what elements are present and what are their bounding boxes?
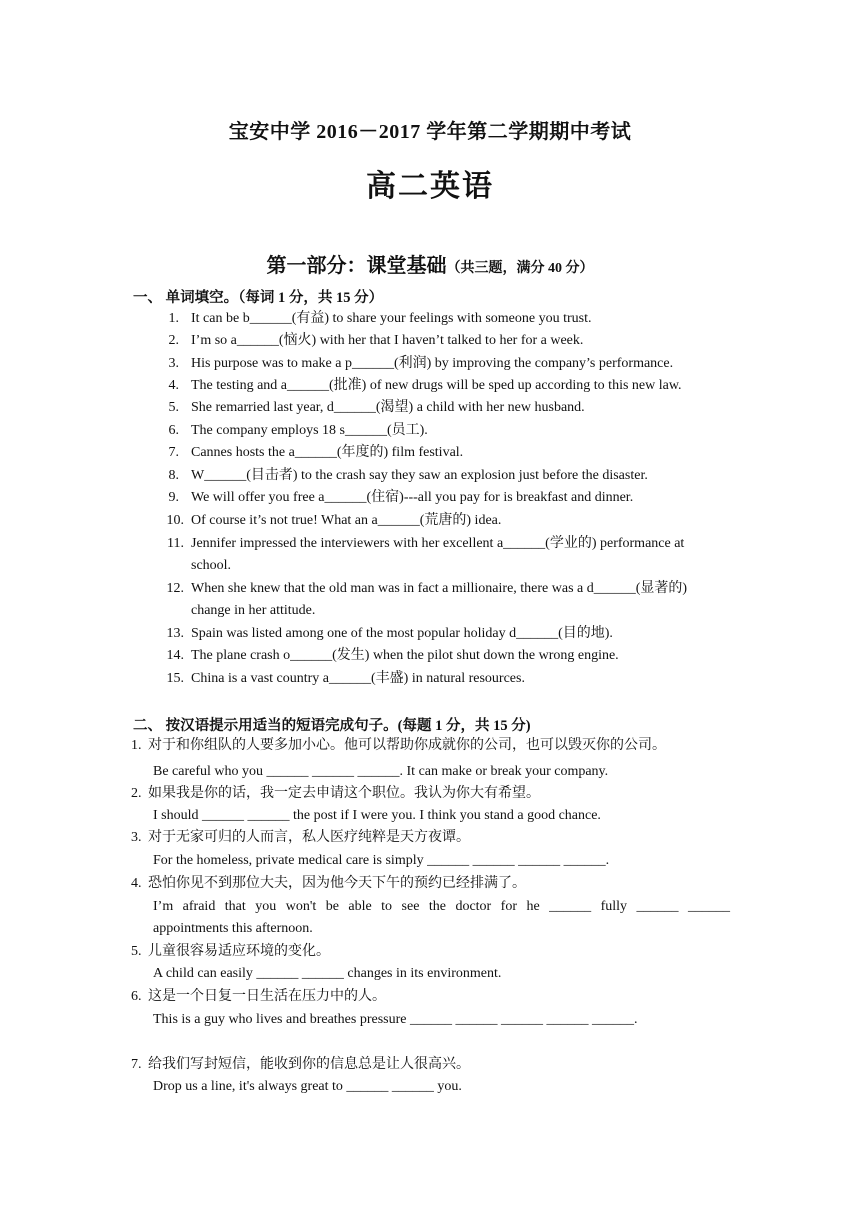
fill-blank-question: Cannes hosts the a______(年度的) film festival. [191, 445, 464, 460]
item-number: 1. [131, 738, 142, 753]
item-number: 10. [166, 513, 184, 528]
fill-blank-question: When she knew that the old man was in fact a millionaire, there was a d______(显著的) [191, 581, 688, 596]
item-number: 8. [168, 468, 179, 483]
fill-blank-question: I’m so a______(恼火) with her that I haven’t talked to her for a week. [191, 333, 584, 348]
chinese-prompt: 这是一个日复一日生活在压力中的人。 [148, 989, 386, 1004]
item-number: 3. [168, 356, 179, 371]
item-number: 9. [168, 490, 179, 505]
chinese-prompt: 儿童很容易适应环境的变化。 [148, 944, 330, 959]
section1-note: （每词 1 分，共 15 分） [238, 290, 384, 306]
item-number: 6. [168, 423, 179, 438]
item-number: 4. [168, 378, 179, 393]
translation-sentence-cont: appointments this afternoon. [153, 921, 313, 936]
fill-blank-question: She remarried last year, d______(渴望) a child with her new husband. [191, 400, 585, 415]
item-number: 5. [168, 400, 179, 415]
fill-blank-question: We will offer you free a______(住宿)---all you pay for is breakfast and dinner. [191, 490, 634, 505]
item-number: 6. [131, 989, 142, 1004]
item-number: 7. [131, 1057, 142, 1072]
fill-blank-question: W______(目击者) to the crash say they saw an explosion just before the disaster. [191, 468, 648, 483]
item-number: 2. [168, 333, 179, 348]
item-number: 5. [131, 944, 142, 959]
fill-blank-question: It can be b______(有益) to share your feelings with someone you trust. [191, 311, 592, 326]
fill-blank-question: Jennifer impressed the interviewers with her excellent a______(学业的) performance at [191, 536, 685, 551]
translation-sentence: I should ______ ______ the post if I were you. I think you stand a good chance. [153, 808, 601, 823]
item-number: 1. [168, 311, 179, 326]
subject-title: 高二英语 [366, 170, 494, 203]
fill-blank-question: Of course it’s not true! What an a______(荒唐的) idea. [191, 513, 502, 528]
item-number: 4. [131, 876, 142, 891]
fill-blank-question: The plane crash o______(发生) when the pilot shut down the wrong engine. [191, 648, 619, 663]
fill-blank-question: The company employs 18 s______(员工). [191, 423, 428, 438]
fill-blank-question-cont: change in her attitude. [191, 603, 316, 618]
section2-heading-text: 二、 按汉语提示用适当的短语完成句子。 [133, 718, 398, 734]
fill-blank-question: China is a vast country a______(丰盛) in natural resources. [191, 671, 525, 686]
fill-blank-question-cont: school. [191, 558, 232, 573]
section1-heading [133, 286, 383, 307]
part1-title-text: 第一部分：课堂基础 [266, 255, 447, 277]
part1-subtitle: （共三题，满分 40 分） [446, 261, 594, 276]
translation-sentence: Drop us a line, it's always great to ______ ______ you. [153, 1079, 462, 1094]
fill-blank-question: His purpose was to make a p______(利润) by improving the company’s performance. [191, 356, 674, 371]
chinese-prompt: 如果我是你的话，我一定去申请这个职位。我认为你大有希望。 [148, 786, 540, 801]
translation-sentence: For the homeless, private medical care is simply ______ ______ ______ ______. [153, 853, 610, 868]
fill-blank-question: The testing and a______(批准) of new drugs will be sped up according to this new law. [191, 378, 682, 393]
chinese-prompt: 给我们写封短信，能收到你的信息总是让人很高兴。 [148, 1057, 470, 1072]
fill-blank-question: Spain was listed among one of the most popular holiday d______(目的地). [191, 626, 613, 641]
chinese-prompt: 对于无家可归的人而言，私人医疗纯粹是天方夜谭。 [148, 830, 470, 845]
exam-title: 宝安中学 2016－2017 学年第二学期期中考试 [228, 121, 632, 143]
translation-sentence: I’m afraid that you won't be able to see the doctor for he ______ fully ______ ______ [153, 899, 730, 914]
item-number: 12. [166, 581, 184, 596]
translation-sentence: This is a guy who lives and breathes pressure ______ ______ ______ ______ ______. [153, 1012, 638, 1027]
section2-note: (每题 1 分，共 15 分) [397, 718, 531, 734]
item-number: 15. [166, 671, 184, 686]
item-number: 13. [166, 626, 184, 641]
chinese-prompt: 恐怕你见不到那位大夫，因为他今天下午的预约已经排满了。 [148, 876, 526, 891]
item-number: 11. [167, 536, 184, 551]
part1-title [0, 249, 860, 278]
section2-heading [133, 714, 531, 735]
section1-heading-text: 一、 单词填空。 [133, 290, 239, 306]
item-number: 2. [131, 786, 142, 801]
translation-sentence: A child can easily ______ ______ changes in its environment. [153, 966, 502, 981]
item-number: 14. [166, 648, 184, 663]
translation-sentence: Be careful who you ______ ______ ______. It can make or break your company. [153, 764, 609, 779]
item-number: 7. [168, 445, 179, 460]
chinese-prompt: 对于和你组队的人要多加小心。他可以帮助你成就你的公司，也可以毁灭你的公司。 [148, 738, 666, 753]
item-number: 3. [131, 830, 142, 845]
